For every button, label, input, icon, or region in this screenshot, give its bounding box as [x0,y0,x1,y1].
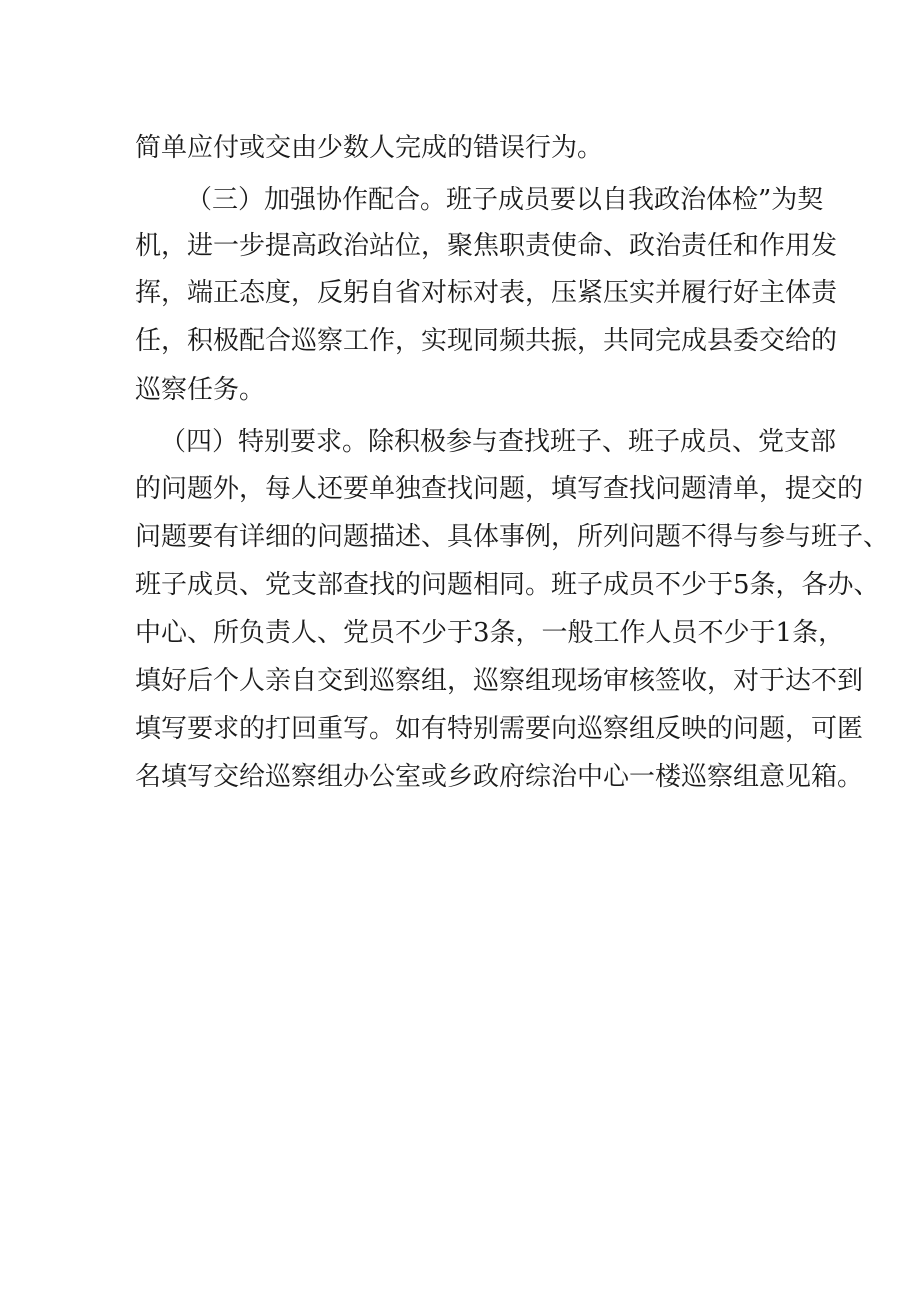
body-line-9: 问题要有详细的问题描述、具体事例，所列问题不得与参与班子、 [135,522,890,552]
body-line-7: （四）特别要求。除积极参与查找班子、班子成员、党支部 [160,427,837,457]
body-line-4: 挥，端正态度，反躬自省对标对表，压紧压实并履行好主体责 [135,278,838,308]
body-line-3: 机，进一步提高政治站位，聚焦职责使命、政治责任和作用发 [135,231,838,261]
body-line-5: 任，积极配合巡察工作，实现同频共振，共同完成县委交给的 [135,326,838,356]
body-line-8: 的问题外，每人还要单独查找问题，填写查找问题清单，提交的 [135,474,864,504]
body-line-13: 填写要求的打回重写。如有特别需要向巡察组反映的问题，可匿 [135,714,864,744]
body-line-11: 中心、所负责人、党员不少于3条，一般工作人员不少于1条， [135,618,845,648]
body-line-14: 名填写交给巡察组办公室或乡政府综治中心一楼巡察组意见箱。 [135,762,864,792]
body-line-6: 巡察任务。 [135,375,266,405]
body-line-12: 填好后个人亲自交到巡察组，巡察组现场审核签收，对于达不到 [135,666,864,696]
body-line-1: 简单应付或交由少数人完成的错误行为。 [135,133,604,163]
body-line-2: （三）加强协作配合。班子成员要以自我政治体检”为契 [186,185,824,215]
body-line-10: 班子成员、党支部查找的问题相同。班子成员不少于5条，各办、 [135,570,880,600]
